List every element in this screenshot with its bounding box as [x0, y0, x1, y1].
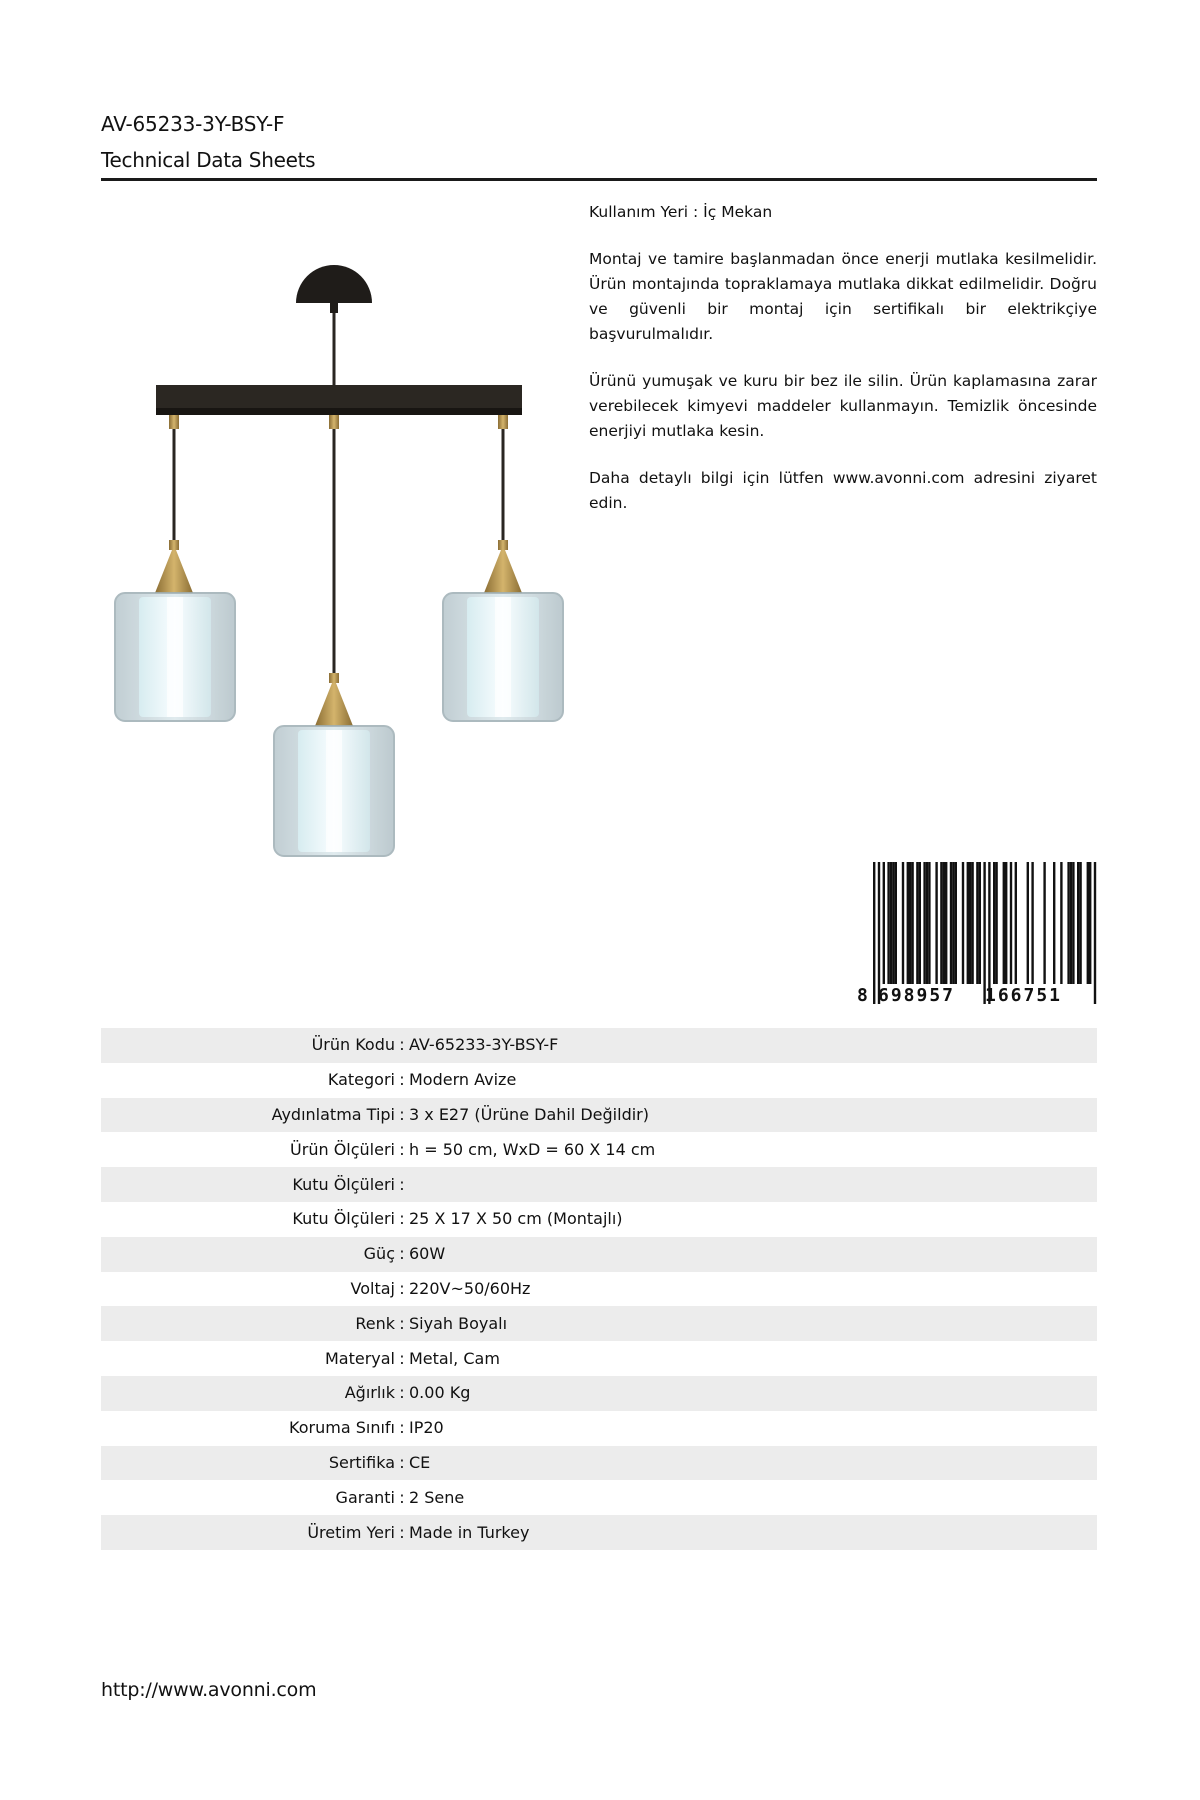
barcode-bar — [952, 862, 954, 984]
spec-separator: : — [399, 1313, 405, 1333]
spec-label: Kutu Ölçüleri — [292, 1174, 395, 1194]
spec-separator: : — [399, 1174, 405, 1194]
footer-website-url: http://www.avonni.com — [101, 1679, 317, 1701]
barcode-bar — [923, 862, 925, 984]
spec-label: Kutu Ölçüleri — [292, 1209, 395, 1229]
spec-label: Materyal — [324, 1348, 395, 1368]
barcode-bar — [962, 862, 964, 984]
barcode-bar — [928, 862, 930, 984]
barcode-bar — [1089, 862, 1091, 984]
spec-value: 220V~50/60Hz — [409, 1278, 531, 1298]
right-pendant — [443, 540, 563, 721]
spec-row — [101, 1515, 1097, 1550]
barcode-bar — [1077, 862, 1079, 984]
page-header — [101, 110, 1097, 174]
spec-label: Ağırlık — [344, 1383, 395, 1403]
barcode-bar — [911, 862, 913, 984]
spec-value: 25 X 17 X 50 cm (Montajlı) — [409, 1209, 623, 1229]
center-pendant — [274, 673, 394, 856]
product-image — [101, 195, 581, 960]
barcode-bar — [883, 862, 885, 984]
barcode-bar — [902, 862, 904, 984]
barcode-bar — [988, 862, 990, 1004]
spec-label: Koruma Sınıfı — [289, 1418, 395, 1438]
spec-value: Metal, Cam — [409, 1348, 500, 1368]
spec-value: CE — [409, 1452, 431, 1472]
spec-separator: : — [399, 1418, 405, 1438]
spec-row — [101, 1376, 1097, 1411]
spec-value: Made in Turkey — [409, 1522, 530, 1542]
spec-label: Garanti — [335, 1487, 395, 1507]
spec-value: 60W — [409, 1244, 446, 1264]
spec-separator: : — [399, 1452, 405, 1472]
pendant-chandelier-icon — [101, 195, 581, 960]
barcode-bar — [1053, 862, 1055, 984]
barcode-digits-left: 698957 — [878, 985, 956, 1004]
barcode-bar — [1079, 862, 1081, 984]
barcode — [855, 862, 1097, 1004]
spec-row — [101, 1446, 1097, 1481]
safety-warning-text: Montaj ve tamire başlanmadan önce enerji mutlaka kesilmelidir. Ürün montajında topraklamaya mutlaka dikkat edilmelidir. Doğru ve güvenli bir montaj için sertifikalı bir elektrikçiye başvurulmalıdır. — [589, 250, 1097, 343]
spec-value: 2 Sene — [409, 1487, 465, 1507]
spec-separator: : — [399, 1244, 405, 1264]
spec-value: 3 x E27 (Ürüne Dahil Değildir) — [409, 1104, 649, 1124]
barcode-bars — [873, 862, 1097, 1004]
spec-separator: : — [399, 1348, 405, 1368]
barcode-bar — [926, 862, 928, 984]
spec-label: Renk — [355, 1313, 395, 1333]
barcode-bar — [967, 862, 969, 984]
spec-label: Sertifika — [328, 1452, 395, 1472]
spec-label: Üretim Yeri — [307, 1522, 395, 1542]
spec-label: Ürün Kodu — [311, 1035, 395, 1055]
spec-separator: : — [399, 1383, 405, 1403]
spec-separator: : — [399, 1487, 405, 1507]
barcode-bar — [916, 862, 918, 984]
barcode-bar — [969, 862, 971, 984]
barcode-bar — [1010, 862, 1012, 984]
left-pendant — [115, 540, 235, 721]
spec-row — [101, 1063, 1097, 1098]
barcode-bar — [1027, 862, 1029, 984]
barcode-bar — [1094, 862, 1096, 1004]
spec-table — [101, 1028, 1097, 1550]
barcode-bar — [943, 862, 945, 984]
spec-row — [101, 1132, 1097, 1167]
spec-label: Güç — [363, 1244, 395, 1264]
usage-location-text: Kullanım Yeri : İç Mekan — [589, 203, 773, 221]
barcode-bar — [1072, 862, 1074, 984]
spec-label: Kategori — [327, 1070, 395, 1090]
barcode-bar — [873, 862, 875, 1004]
barcode-bar — [1003, 862, 1005, 984]
spec-separator: : — [399, 1278, 405, 1298]
ceiling-canopy — [296, 265, 372, 303]
barcode-bar — [892, 862, 894, 984]
barcode-bar — [983, 862, 985, 1004]
barcode-bar — [995, 862, 997, 984]
spec-value: h = 50 cm, WxD = 60 X 14 cm — [409, 1139, 656, 1159]
spec-label: Aydınlatma Tipi — [271, 1104, 395, 1124]
spec-row — [101, 1272, 1097, 1307]
barcode-bar — [909, 862, 911, 984]
barcode-bar — [1043, 862, 1045, 984]
spec-separator: : — [399, 1070, 405, 1090]
barcode-bar — [1031, 862, 1033, 984]
more-info-text: Daha detaylı bilgi için lütfen www.avonni.com adresini ziyaret edin. — [589, 469, 1097, 512]
spec-value — [409, 1167, 1097, 1202]
spec-value: Siyah Boyalı — [409, 1313, 508, 1333]
spec-separator: : — [399, 1035, 405, 1055]
barcode-bar — [1070, 862, 1072, 984]
barcode-bar — [950, 862, 952, 984]
barcode-bar — [971, 862, 973, 984]
sheet-subtitle: Technical Data Sheets — [101, 148, 316, 172]
spec-row — [101, 1167, 1097, 1202]
barcode-bar — [935, 862, 937, 984]
spec-separator: : — [399, 1104, 405, 1124]
spec-label: Voltaj — [350, 1278, 395, 1298]
spec-value: 0.00 Kg — [409, 1383, 471, 1403]
spec-separator: : — [399, 1522, 405, 1542]
spec-value: IP20 — [409, 1418, 444, 1438]
barcode-bar — [976, 862, 978, 984]
spec-row — [101, 1341, 1097, 1376]
spec-row — [101, 1028, 1097, 1063]
barcode-bar — [940, 862, 942, 984]
spec-value: AV-65233-3Y-BSY-F — [409, 1035, 559, 1055]
barcode-digits-right: 166751 — [985, 985, 1063, 1004]
barcode-bar — [890, 862, 892, 984]
spec-row — [101, 1480, 1097, 1515]
barcode-bar — [1005, 862, 1007, 984]
spec-label: Ürün Ölçüleri — [290, 1139, 395, 1159]
barcode-bar — [993, 862, 995, 984]
barcode-bar — [955, 862, 957, 984]
spec-row — [101, 1098, 1097, 1133]
spec-value: Modern Avize — [409, 1070, 517, 1090]
barcode-bar — [979, 862, 981, 984]
spec-row — [101, 1306, 1097, 1341]
spec-row — [101, 1237, 1097, 1272]
header-divider — [101, 178, 1097, 181]
barcode-bar — [945, 862, 947, 984]
product-code-heading: AV-65233-3Y-BSY-F — [101, 112, 285, 136]
barcode-bar — [895, 862, 897, 984]
cleaning-instructions-text: Ürünü yumuşak ve kuru bir bez ile silin. Ürün kaplamasına zarar verebilecek kimyevi maddeler kullanmayın. Temizlik öncesinde enerjiyi mutlaka kesin. — [589, 372, 1097, 440]
spec-row — [101, 1202, 1097, 1237]
info-text — [589, 200, 1097, 538]
barcode-bar — [887, 862, 889, 984]
barcode-digit-first: 8 — [857, 985, 868, 1004]
spec-separator: : — [399, 1209, 405, 1229]
barcode-bar — [1067, 862, 1069, 984]
barcode-bar — [1087, 862, 1089, 984]
barcode-bar — [907, 862, 909, 984]
barcode-bar — [919, 862, 921, 984]
barcode-bar — [1015, 862, 1017, 984]
spec-row — [101, 1411, 1097, 1446]
barcode-bar — [1060, 862, 1062, 984]
barcode-bar — [878, 862, 880, 1004]
spec-separator: : — [399, 1139, 405, 1159]
